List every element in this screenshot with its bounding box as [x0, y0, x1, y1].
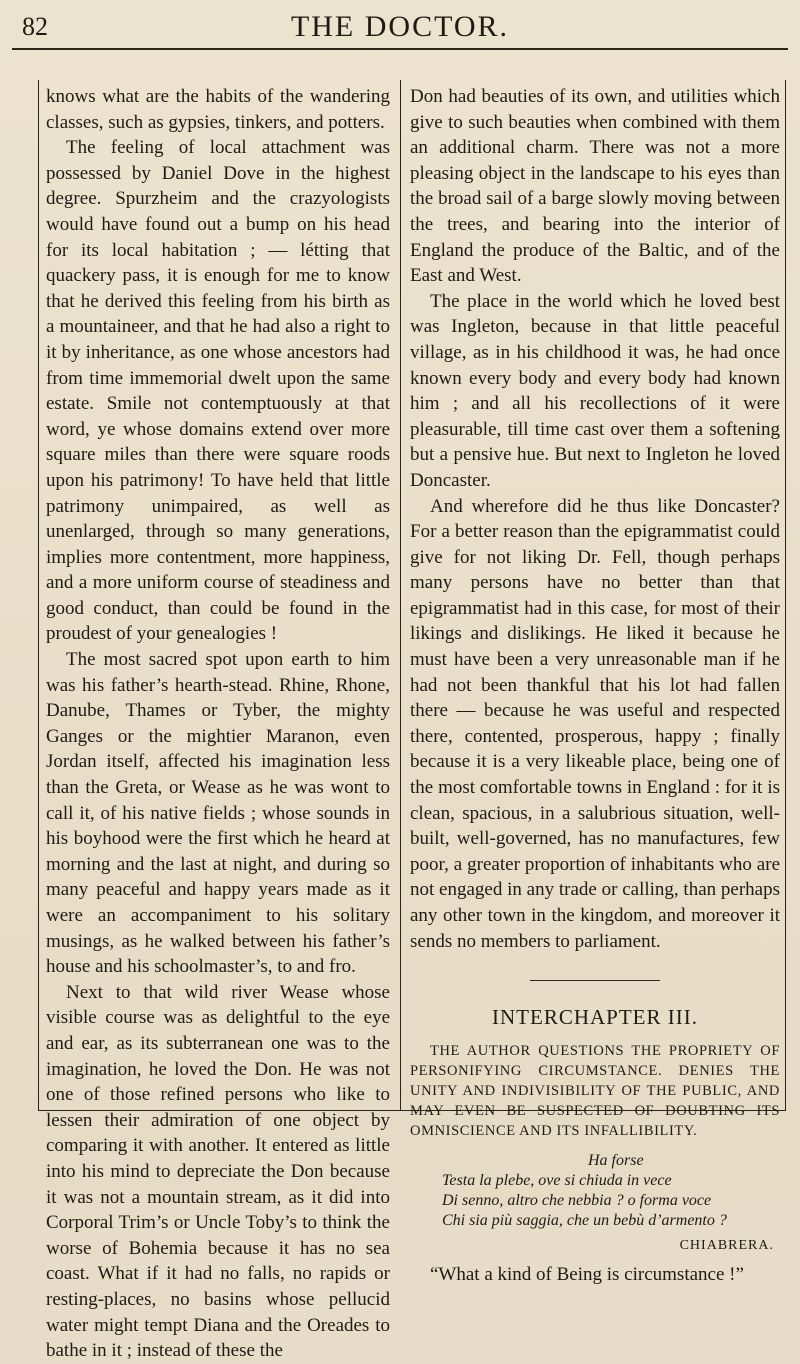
- right-column: [410, 84, 780, 1288]
- paragraph: The most sacred spot upon earth to him was his father’s hearth-stead. Rhine, Rhone, Danube, Thames or Tyber, the mighty Ganges or the mightier Maranon, even Jordan itself, affected his imagination less than the Greta, or Wease as he was wont to call it, of his native fields ; whose sounds in his boyhood were the first which he heard at morning and the last at night, and during so many peaceful and happy years made as it were an accompaniment to his solitary musings, as he walked between his father’s house and his schoolmaster’s, to and fro.: [46, 649, 390, 978]
- verse-line: Ha forse: [588, 1151, 644, 1169]
- section-divider: [530, 980, 660, 981]
- right-frame-rule: [785, 80, 786, 1110]
- paragraph: And wherefore did he thus like Doncaster? For a better reason than the epigrammatist could give for not liking Dr. Fell, though perhaps many persons have no better than that epigrammatist had in this case, for most of their likings and dislikings. He liked it because he must have been a very unreasonable man if he had not been thankful that his lot had fallen there — because he was useful and respected there, contented, prosperous, happy ; finally because it is a very likeable place, being one of the most comfortable towns in England : for it is clean, spacious, in a salubrious situation, well-built, well-governed, has no manufactures, few poor, a greater proportion of inhabitants who are not engaged in any trade or calling, than perhaps any other town in the kingdom, and moreover it sends no members to parliament.: [410, 495, 780, 952]
- chapter-synopsis: THE AUTHOR QUESTIONS THE PROPRIETY OF PERSONIFYING CIRCUMSTANCE. DENIES THE UNITY AND INDIVISIBILITY OF THE PUBLIC, AND MAY EVEN BE SUSPECTED OF DOUBTING ITS OMNISCIENCE AND ITS INFALLIBILITY.: [410, 1042, 780, 1139]
- page-number: 82: [22, 12, 48, 41]
- verse-attribution: CHIABRERA.: [679, 1237, 774, 1253]
- header-rule: [12, 48, 788, 50]
- chapter-title: INTERCHAPTER III.: [492, 1005, 698, 1030]
- paragraph: The feeling of local attachment was possessed by Daniel Dove in the highest degree. Spurzheim and the crazyologists would have found out a bump on his head for its local habitation ; — létting that quackery pass, it is enough for me to know that he derived this feeling from his birth as a mountaineer, and that he had also a right to it by inheritance, as one whose ancestors had from time immemorial dwelt upon the same estate. Smile not contemptuously at that word, ye whose domains extend over more square miles than there were square roods upon his patrimony! To have held that little patrimony unimpaired, as well as unenlarged, through so many generations, implies more contentment, more happiness, and a more uniform course of steadiness and good conduct, than could be found in the proudest of your genealogies !: [46, 137, 390, 645]
- paragraph: Don had beauties of its own, and utilities which give to such beauties when combined with them an additional charm. There was not a more pleasing object in the landscape to his eyes than the broad sail of a barge slowly moving between the trees, and bearing into the interior of England the produce of the Baltic, and of the East and West.: [410, 86, 780, 287]
- paragraph: The place in the world which he loved best was Ingleton, because in that little peaceful village, as in his childhood it was, he had once known every body and every body had known him ; and all his recollections of it were pleasurable, till time cast over them a softening but a pensive hue. But next to Ingleton he loved Doncaster.: [410, 290, 780, 491]
- opening-line: “What a kind of Being is circumstance !”: [430, 1264, 744, 1286]
- paragraph: knows what are the habits of the wandering classes, such as gypsies, tinkers, and potters.: [46, 86, 390, 133]
- verse-line: Di senno, altro che nebbia ? o forma voce: [442, 1191, 712, 1209]
- left-column: [46, 84, 390, 1364]
- running-title: THE DOCTOR.: [290, 10, 510, 43]
- paragraph: Next to that wild river Wease whose visible course was as delightful to the eye and ear, as its subterranean one was to the imagination, he loved the Don. He was not one of those refined persons who like to lessen their admiration of one object by comparing it with another. It entered as little into his mind to depreciate the Don because it was not a mountain stream, as it did into Corporal Trim’s or Uncle Toby’s to think the worse of Bohemia because it has no sea coast. What if it had no falls, no rapids or resting-places, no basins whose pellucid water might tempt Diana and the Oreades to bathe in it ; instead of these the: [46, 981, 390, 1362]
- verse-line: Chi sia più saggia, che un bebù d’armento ?: [442, 1211, 727, 1229]
- verse-line: Testa la plebe, ove si chiuda in vece: [442, 1171, 672, 1189]
- column-divider: [400, 80, 401, 1110]
- epigraph-verse: [410, 1151, 780, 1231]
- left-frame-rule: [38, 80, 39, 1110]
